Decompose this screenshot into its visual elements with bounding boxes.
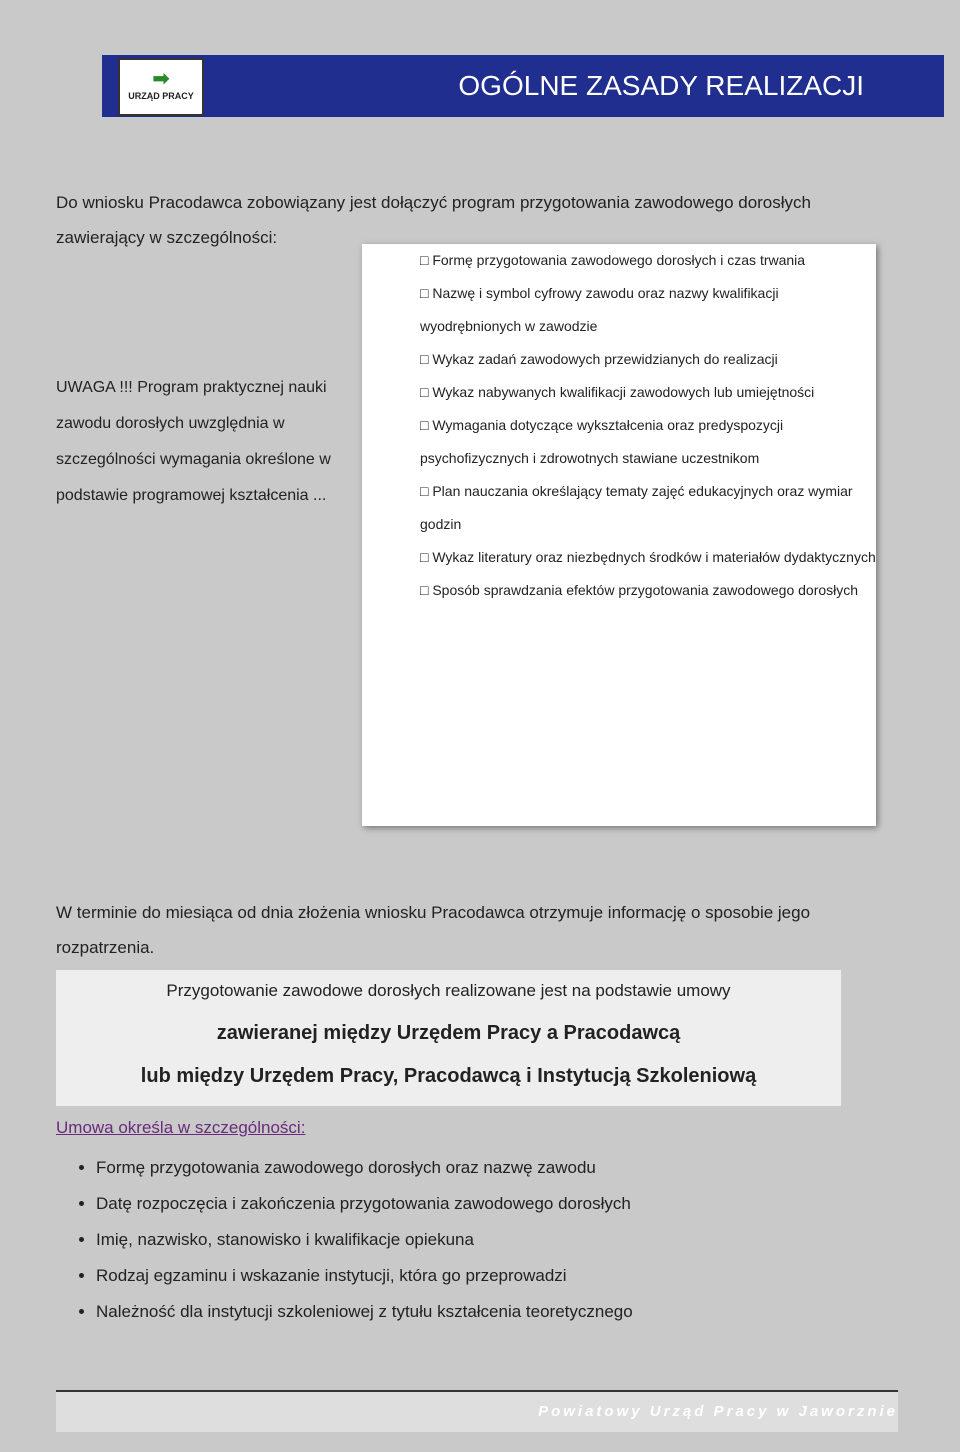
requirement-item: □ Wymagania dotyczące wykształcenia oraz predyspozycji psychofizycznych i zdrowotnych stawiane uczestnikom [420,417,784,466]
footer: Powiatowy Urząd Pracy w Jaworznie [56,1390,898,1432]
agreement-box: Przygotowanie zawodowe dorosłych realizowane jest na podstawie umowy zawieranej między Urzędem Pracy a Pracodawcą lub między Urzędem Pracy, Pracodawcą i Instytucją Szkoleniową [56,970,841,1106]
intro-text: Do wniosku Pracodawca zobowiązany jest dołączyć program przygotowania zawodowego dorosłych zawierający w szczególności: [56,193,811,247]
agreement-item: • Formę przygotowania zawodowego dorosłych oraz nazwę zawodu [96,1150,633,1186]
header-bar [102,55,944,117]
page-title: OGÓLNE ZASADY REALIZACJI [458,70,864,101]
requirement-item: □ Formę przygotowania zawodowego dorosłych i czas trwania [420,252,806,268]
requirement-item: □ Wykaz literatury oraz niezbędnych środków i materiałów dydaktycznych [420,549,876,565]
agreement-item: • Datę rozpoczęcia i zakończenia przygotowania zawodowego dorosłych [96,1186,633,1222]
note-text: UWAGA !!! Program praktycznej nauki zawodu dorosłych uwzględnia w szczególności wymagania określone w podstawie programowej kształcenia ... [56,379,331,504]
requirement-item: □ Sposób sprawdzania efektów przygotowania zawodowego dorosłych [420,582,859,598]
requirement-item: □ Wykaz nabywanych kwalifikacji zawodowych lub umiejętności [420,384,815,400]
requirements-card [362,244,876,826]
agreement-item: • Rodzaj egzaminu i wskazanie instytucji, która go przeprowadzi [96,1258,633,1294]
requirement-item: □ Nazwę i symbol cyfrowy zawodu oraz nazwy kwalifikacji wyodrębnionych w zawodzie [420,285,779,334]
agreement-item: • Należność dla instytucji szkoleniowej z tytułu kształcenia teoretycznego [96,1294,633,1330]
requirement-item: □ Plan nauczania określający tematy zajęć edukacyjnych oraz wymiar godzin [420,483,853,532]
term-text: W terminie do miesiąca od dnia złożenia wniosku Pracodawca otrzymuje informację o sposobie jego rozpatrzenia. [56,903,811,957]
requirement-item: □ Wykaz zadań zawodowych przewidzianych do realizacji [420,351,778,367]
agreement-item: • Imię, nazwisko, stanowisko i kwalifikacje opiekuna [96,1222,633,1258]
logo: ➡ URZĄD PRACY [118,58,204,116]
agreement-list [56,1150,633,1330]
umowa-heading: Umowa określa w szczególności: [56,1118,306,1137]
